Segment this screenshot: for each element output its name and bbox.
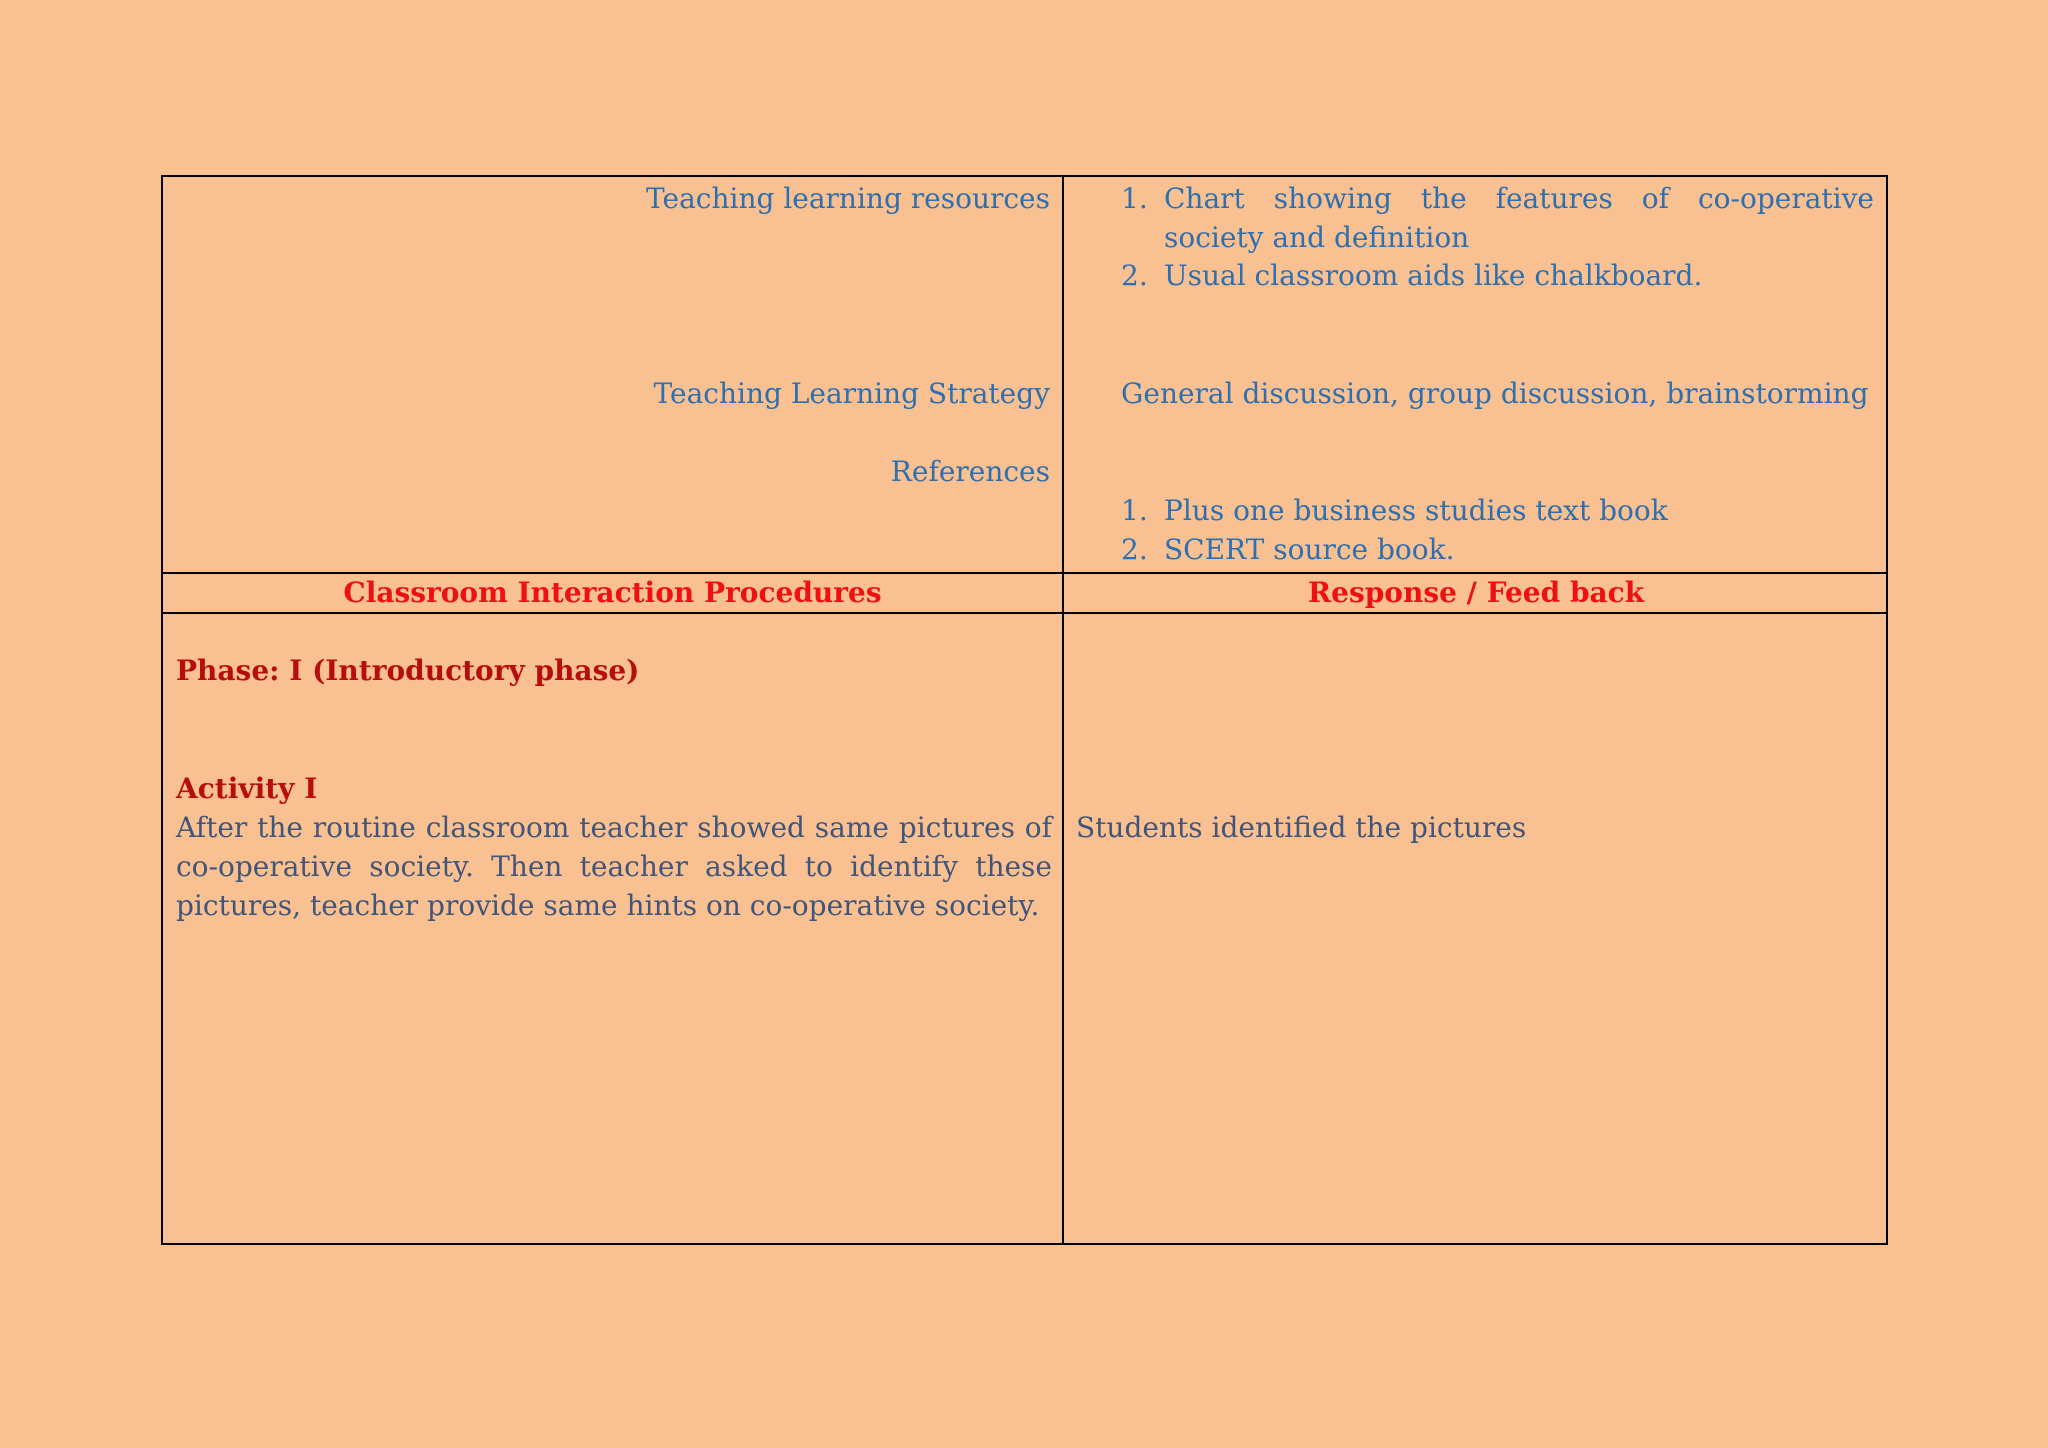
response-feedback-header: Response / Feed back	[1307, 576, 1645, 609]
resources-label: Teaching learning resources	[646, 182, 1050, 215]
phase-title: Phase: I (Introductory phase)	[176, 654, 640, 687]
response-text: Students identified the pictures	[1076, 811, 1527, 844]
column-divider	[1062, 177, 1064, 1243]
reference-item-2-number: 2.	[1121, 533, 1148, 566]
lesson-plan-table	[161, 175, 1888, 1245]
resource-item-2-text: Usual classroom aids like chalkboard.	[1164, 259, 1703, 292]
references-label: References	[890, 455, 1050, 488]
reference-item-1-text: Plus one business studies text book	[1164, 494, 1668, 527]
strategy-text: General discussion, group discussion, brainstorming	[1121, 377, 1869, 410]
interaction-procedures-header: Classroom Interaction Procedures	[343, 576, 882, 609]
resource-item-2-number: 2.	[1121, 259, 1148, 292]
resource-item-1-text: Chart showing the features of co-operative society and definition	[1164, 182, 1874, 254]
reference-item-1-number: 1.	[1121, 494, 1148, 527]
reference-item-2-text: SCERT source book.	[1164, 533, 1455, 566]
resource-item-1-number: 1.	[1121, 182, 1148, 215]
row-divider-header	[163, 612, 1886, 614]
activity-title: Activity I	[176, 772, 318, 805]
activity-description: After the routine classroom teacher showed same pictures of co-operative society. Then teacher asked to identify these pictures, teacher provide same hints on co-operative society.	[176, 811, 1052, 922]
strategy-label: Teaching Learning Strategy	[653, 377, 1050, 410]
